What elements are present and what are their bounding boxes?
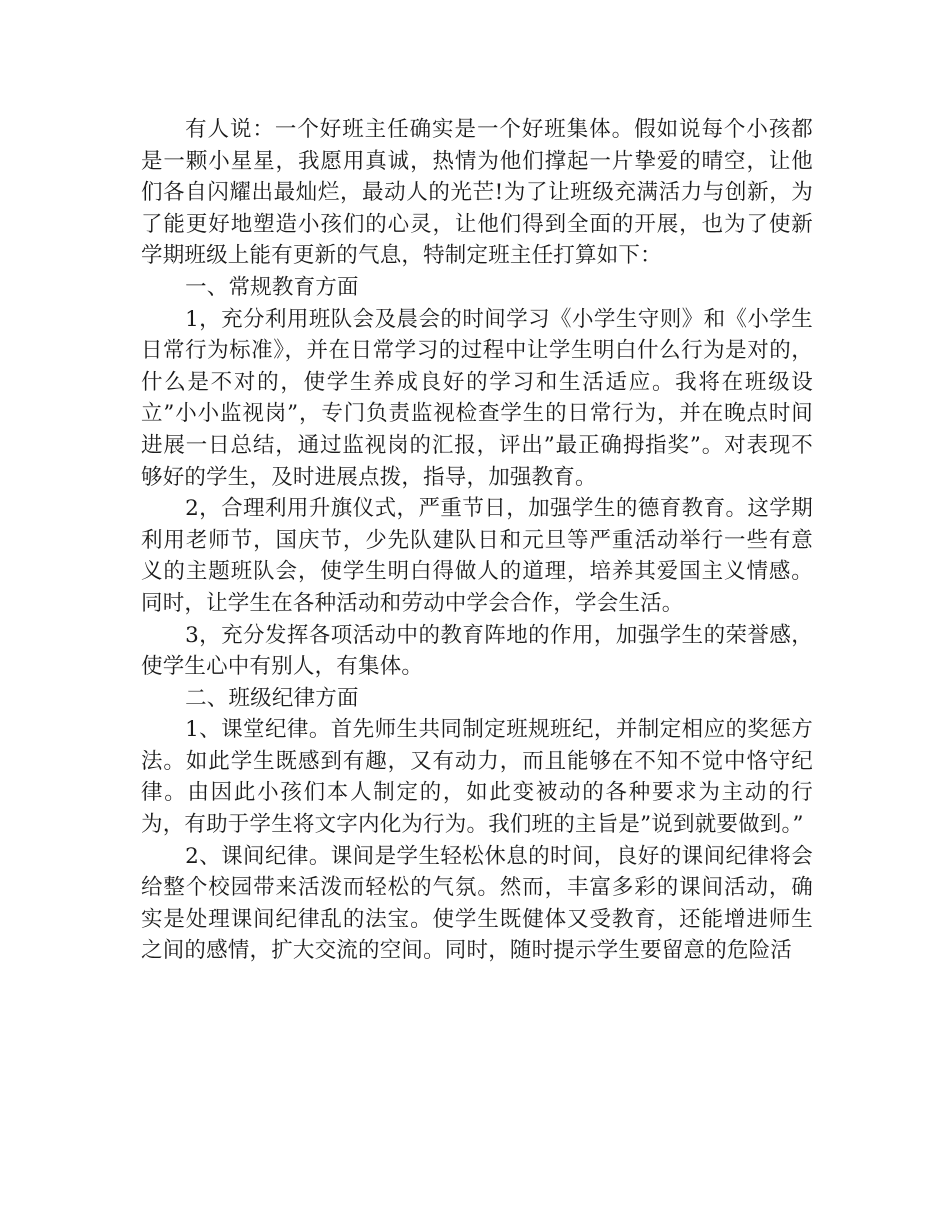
document-body	[141, 114, 813, 967]
section-heading-class-discipline: 二、班级纪律方面	[185, 685, 359, 711]
paragraph-discipline-item-2: 2、课间纪律。课间是学生轻松休息的时间，良好的课间纪律将会给整个校园带来活泼而轻松的气氛。然而，丰富多彩的课间活动，确实是处理课间纪律乱的法宝。使学生既健体又受教育，还能增进师生之间的感情，扩大交流的空间。同时，随时提示学生要留意的危险活	[141, 843, 813, 964]
paragraph-discipline-item-1: 1、课堂纪律。首先师生共同制定班规班纪，并制定相应的奖惩方法。如此学生既感到有趣，又有动力，而且能够在不知不觉中恪守纪律。由因此小孩们本人制定的，如此变被动的各种要求为主动的行为，有助于学生将文字内化为行为。我们班的主旨是”说到就要做到。”	[141, 717, 813, 838]
intro-paragraph: 有人说：一个好班主任确实是一个好班集体。假如说每个小孩都是一颗小星星，我愿用真诚，热情为他们撑起一片挚爱的晴空，让他们各自闪耀出最灿烂，最动人的光芒!为了让班级充满活力与创新，为了能更好地塑造小孩们的心灵，让他们得到全面的开展，也为了使新学期班级上能有更新的气息，特制定班主任打算如下：	[141, 117, 813, 269]
paragraph-routine-item-2: 2，合理利用升旗仪式，严重节日，加强学生的德育教育。这学期利用老师节，国庆节，少先队建队日和元旦等严重活动举行一些有意义的主题班队会，使学生明白得做人的道理，培养其爱国主义情感。同时，让学生在各种活动和劳动中学会合作，学会生活。	[141, 496, 813, 616]
paragraph-routine-item-1: 1，充分利用班队会及晨会的时间学习《小学生守则》和《小学生日常行为标准》，并在日常学习的过程中让学生明白什么行为是对的，什么是不对的，使学生养成良好的学习和生活适应。我将在班级设立”小小监视岗”，专门负责监视检查学生的日常行为，并在晚点时间进展一日总结，通过监视岗的汇报，评出”最正确拇指奖”。对表现不够好的学生，及时进展点拨，指导，加强教育。	[141, 306, 813, 490]
section-heading-routine-education: 一、常规教育方面	[185, 274, 359, 300]
paragraph-routine-item-3: 3，充分发挥各项活动中的教育阵地的作用，加强学生的荣誉感，使学生心中有别人，有集体。	[141, 622, 813, 680]
